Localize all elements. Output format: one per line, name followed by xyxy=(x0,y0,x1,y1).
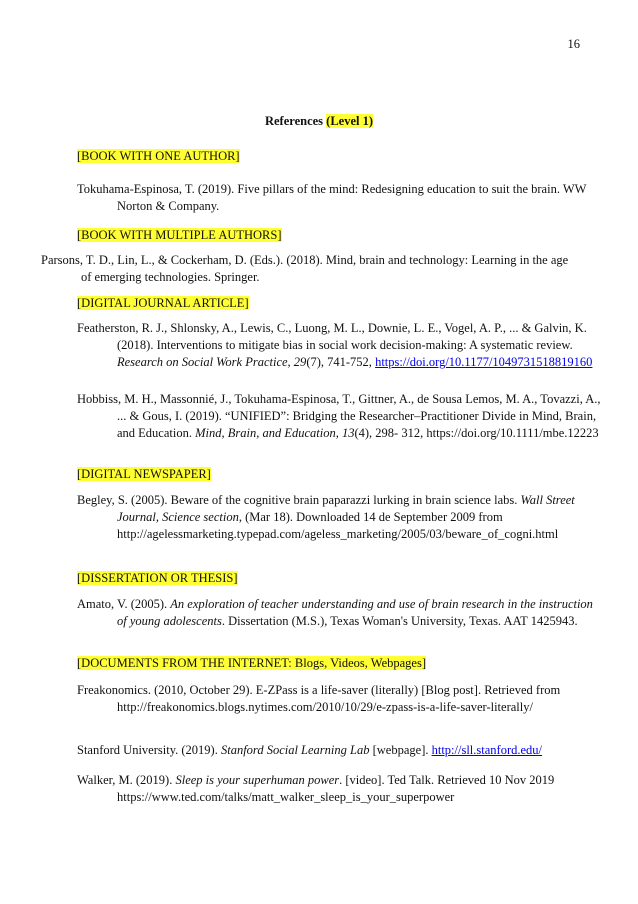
reference-entry: Freakonomics. (2010, October 29). E-ZPass is a life-saver (literally) [Blog post]. Retrieved from http://freakonomics.blogs.nytimes.com/2010/10/29/e-zpass-is-a-life-saver-literally/ xyxy=(77,683,561,714)
page-number: 16 xyxy=(567,37,580,51)
section-heading: [DISSERTATION OR THESIS] xyxy=(77,571,238,585)
section-heading: [BOOK WITH ONE AUTHOR] xyxy=(77,149,240,163)
reference-entry: Tokuhama-Espinosa, T. (2019). Five pillars of the mind: Redesigning education to suit the brain. WW Norton & Company. xyxy=(77,182,587,213)
webpage-link[interactable]: http://sll.stanford.edu/ xyxy=(431,743,543,757)
reference-entry: Hobbiss, M. H., Massonnié, J., Tokuhama-Espinosa, T., Gittner, A., de Sousa Lemos, M. A., Tovazzi, A., ... & Gous, I. (2019). “UNIFIED”: Bridging the Researcher–Practitioner Divide in Mind, Brain, and Education. Mind, Brain, and Education, 13(4), 298- 312, https://doi.org/10.1111/mbe.12223 xyxy=(77,392,601,440)
reference-entry: Amato, V. (2005). An exploration of teacher understanding and use of brain research in the instruction of young adolescents. Dissertation (M.S.), Texas Woman's University, Texas. AAT 1425943. xyxy=(77,597,593,628)
reference-entry: Walker, M. (2019). Sleep is your superhuman power. [video]. Ted Talk. Retrieved 10 Nov 2019 https://www.ted.com/talks/matt_walker_sleep_is_your_superpower xyxy=(77,773,555,804)
section-heading: [DIGITAL JOURNAL ARTICLE] xyxy=(77,296,249,310)
doi-link[interactable]: https://doi.org/10.1177/1049731518819160 xyxy=(375,355,593,369)
reference-entry: Featherston, R. J., Shlonsky, A., Lewis, C., Luong, M. L., Downie, L. E., Vogel, A. P., ... & Galvin, K. (2018). Interventions to mitigate bias in social work decision-making: A systematic review. Research on Social Work Practice, 29(7), 741-752, https://doi.org/10.1177/1049731518819160 xyxy=(77,321,593,369)
title-level: (Level 1) xyxy=(326,114,374,128)
reference-entry: Begley, S. (2005). Beware of the cognitive brain paparazzi lurking in brain science labs. Wall Street Journal, Science section, (Mar 18). Downloaded 14 de September 2009 from http://agelessmarketing.typepad.com/ageless_marketing/2005/03/beware_of_cogni.html xyxy=(77,493,575,541)
section-heading: [DIGITAL NEWSPAPER] xyxy=(77,467,211,481)
section-heading: [DOCUMENTS FROM THE INTERNET: Blogs, Videos, Webpages] xyxy=(77,656,426,670)
reference-entry: Parsons, T. D., Lin, L., & Cockerham, D. (Eds.). (2018). Mind, brain and technology: Learning in the age of emerging technologies. Springer. xyxy=(41,253,569,284)
section-heading: [BOOK WITH MULTIPLE AUTHORS] xyxy=(77,228,282,242)
title-main: References xyxy=(264,114,324,128)
page-title xyxy=(0,114,638,129)
reference-entry: Stanford University. (2019). Stanford Social Learning Lab [webpage]. http://sll.stanford.edu/ xyxy=(77,743,543,757)
